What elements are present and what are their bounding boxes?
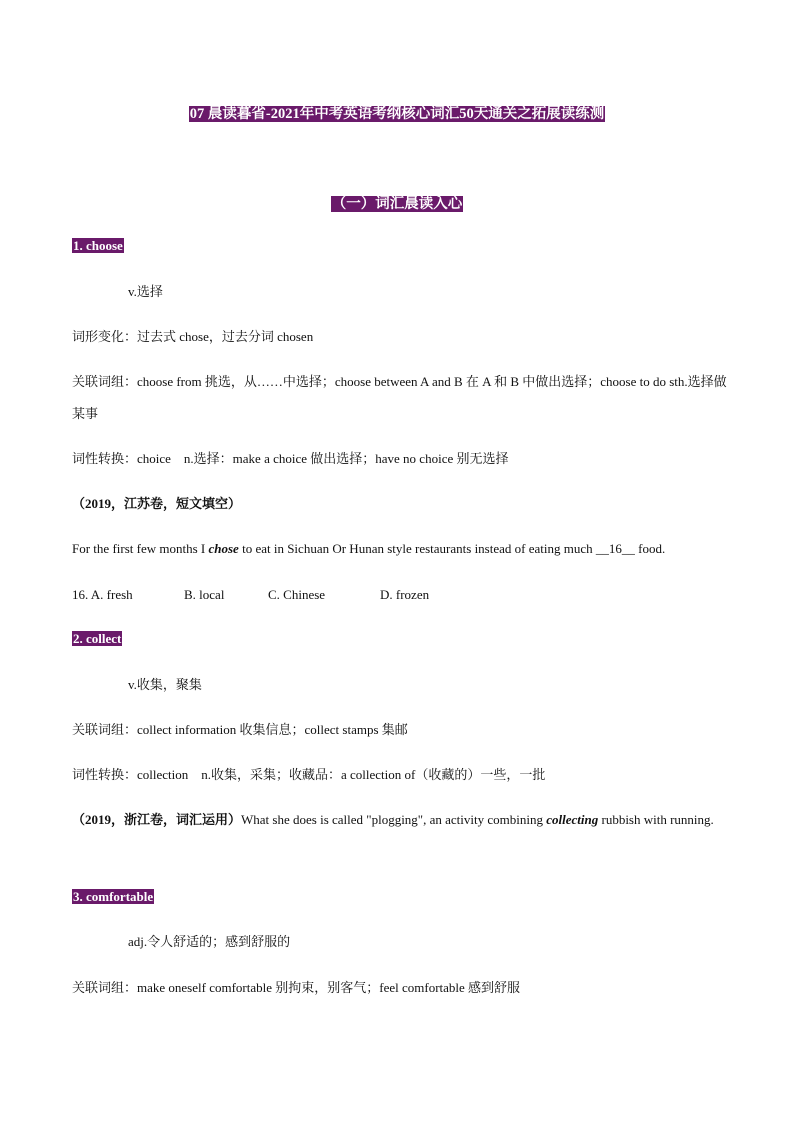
example-text-pre: For the first few months I [72, 541, 209, 556]
entry-conversion: 词性转换：choice n.选择：make a choice 做出选择；have no choice 别无选择 [72, 451, 509, 466]
section-heading [0, 192, 794, 213]
entry-heading-text: 3. comfortable [73, 889, 154, 904]
title-text: 07 晨读暮省-2021年中考英语考纲核心词汇50天通关之拓展读练测 [189, 106, 605, 122]
example-keyword: collecting [546, 812, 599, 827]
entry-pos: adj.令人舒适的；感到舒服的 [128, 934, 291, 949]
example-keyword: chose [208, 541, 239, 556]
entry-pos: v.选择 [128, 284, 163, 299]
entry-phrases: 关联词组：make oneself comfortable 别拘束，别客气；feel comfortable 感到舒服 [72, 980, 521, 995]
option-a: 16. A. fresh [72, 587, 133, 602]
entry-heading-text: 2. collect [73, 631, 122, 646]
entry-source: （2019，江苏卷，短文填空） [72, 496, 242, 511]
section-title-text: （一）词汇晨读入心 [331, 196, 463, 212]
entry-source: （2019，浙江卷，词汇运用） [72, 812, 242, 827]
entry-forms: 词形变化：过去式 chose，过去分词 chosen [72, 329, 314, 344]
example-text-post: rubbish with running. [598, 812, 714, 827]
entry-heading-choose [72, 236, 732, 256]
example-text-pre: What she does is called "plogging", an activity combining [241, 812, 547, 827]
entry-example [72, 539, 732, 559]
option-b: B. local [184, 587, 225, 602]
answer-options [72, 585, 732, 605]
option-d: D. frozen [380, 587, 430, 602]
document-title [0, 102, 794, 123]
entry-example [72, 804, 732, 836]
example-text-post: to eat in Sichuan Or Hunan style restaurants instead of eating much __16__ food. [238, 541, 666, 556]
entry-heading-text: 1. choose [73, 238, 123, 253]
option-c: C. Chinese [268, 587, 326, 602]
entry-phrases: 关联词组：collect information 收集信息；collect stamps 集邮 [72, 722, 408, 737]
entry-conversion: 词性转换：collection n.收集，采集；收藏品：a collection of（收藏的）一些，一批 [72, 767, 546, 782]
entry-phrases: 关联词组：choose from 挑选，从……中选择；choose between A and B 在 A 和 B 中做出选择；choose to do sth.选择做某事 [72, 374, 727, 421]
entry-heading-comfortable [72, 887, 732, 907]
entry-pos: v.收集，聚集 [128, 677, 202, 692]
entry-heading-collect [72, 629, 732, 649]
